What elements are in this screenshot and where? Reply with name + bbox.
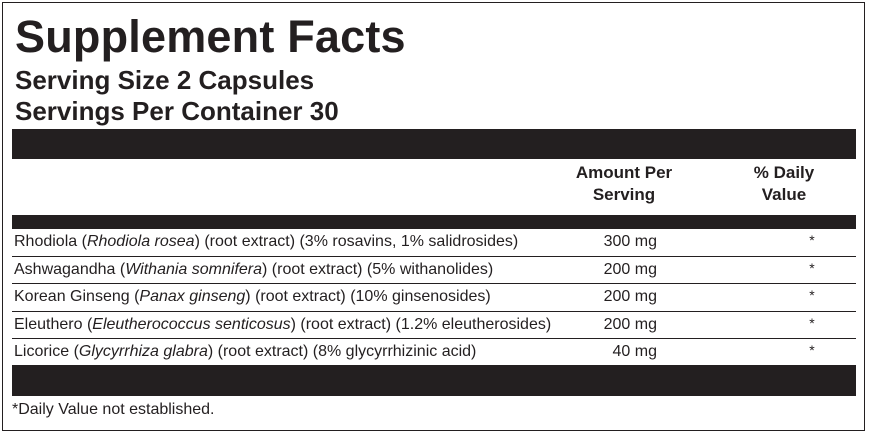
divider-bar-bottom: [12, 365, 856, 396]
ingredient-amount: 40 mg: [612, 343, 657, 360]
ingredient-row: [12, 312, 856, 340]
ingredient-row: [12, 257, 856, 285]
ingredient-name: Ashwagandha (Withania somnifera) (root extract) (5% withanolides): [14, 260, 494, 278]
ingredient-common-name: Rhodiola: [14, 233, 78, 250]
servings-per-container: Servings Per Container 30: [15, 96, 339, 126]
ingredient-latin-name: Panax ginseng: [139, 288, 246, 305]
ingredient-detail: (root extract) (5% withanolides): [271, 260, 494, 278]
ingredient-name: Licorice (Glycyrrhiza glabra) (root extract) (8% glycyrrhizinic acid): [14, 343, 477, 360]
ingredient-daily-value: *: [809, 259, 815, 276]
ingredient-latin-name: Rhodiola rosea: [86, 233, 195, 250]
ingredient-common-name: Licorice: [14, 343, 70, 360]
ingredient-daily-value: *: [809, 232, 815, 248]
ingredient-list: [12, 229, 856, 366]
ingredient-common-name: Korean Ginseng: [14, 288, 130, 305]
column-header-daily-value: [728, 162, 840, 206]
ingredient-detail: (root extract) (8% glycyrrhizinic acid): [217, 343, 477, 360]
ingredient-name: Korean Ginseng (Panax ginseng) (root extract) (10% ginsenosides): [14, 288, 491, 305]
ingredient-common-name: Eleuthero: [14, 315, 83, 333]
ingredient-daily-value: *: [809, 287, 815, 303]
serving-size: Serving Size 2 Capsules: [15, 65, 315, 95]
ingredient-latin-name: Glycyrrhiza glabra: [78, 343, 208, 360]
ingredient-latin-name: Eleutherococcus senticosus: [92, 315, 291, 333]
ingredient-amount: 300 mg: [603, 233, 657, 250]
ingredient-amount: 200 mg: [603, 315, 657, 333]
amount-header-label: Amount Per Serving: [575, 163, 673, 204]
ingredient-daily-value: *: [809, 314, 815, 331]
ingredient-common-name: Ashwagandha: [14, 260, 116, 278]
ingredient-name: Rhodiola (Rhodiola rosea) (root extract) (3% rosavins, 1% salidrosides): [14, 233, 519, 250]
panel-title: Supplement Facts: [15, 11, 406, 62]
daily-value-header-label: % Daily Value: [753, 163, 815, 204]
ingredient-detail: (root extract) (1.2% eleutherosides): [300, 315, 552, 333]
ingredient-amount: 200 mg: [603, 260, 657, 278]
divider-bar-top: [12, 129, 856, 159]
ingredient-amount: 200 mg: [603, 288, 657, 305]
ingredient-latin-name: Withania somnifera: [125, 260, 263, 278]
ingredient-row: [12, 339, 856, 366]
ingredient-detail: (root extract) (3% rosavins, 1% salidrosides): [204, 233, 519, 250]
column-header-amount: [565, 162, 683, 206]
footnote: *Daily Value not established.: [12, 401, 215, 418]
ingredient-row: [12, 284, 856, 312]
ingredient-daily-value: *: [809, 342, 815, 358]
divider-bar-middle: [12, 215, 856, 229]
ingredient-detail: (root extract) (10% ginsenosides): [255, 288, 491, 305]
ingredient-row: [12, 229, 856, 257]
ingredient-name: Eleuthero (Eleutherococcus senticosus) (root extract) (1.2% eleutherosides): [14, 315, 552, 333]
